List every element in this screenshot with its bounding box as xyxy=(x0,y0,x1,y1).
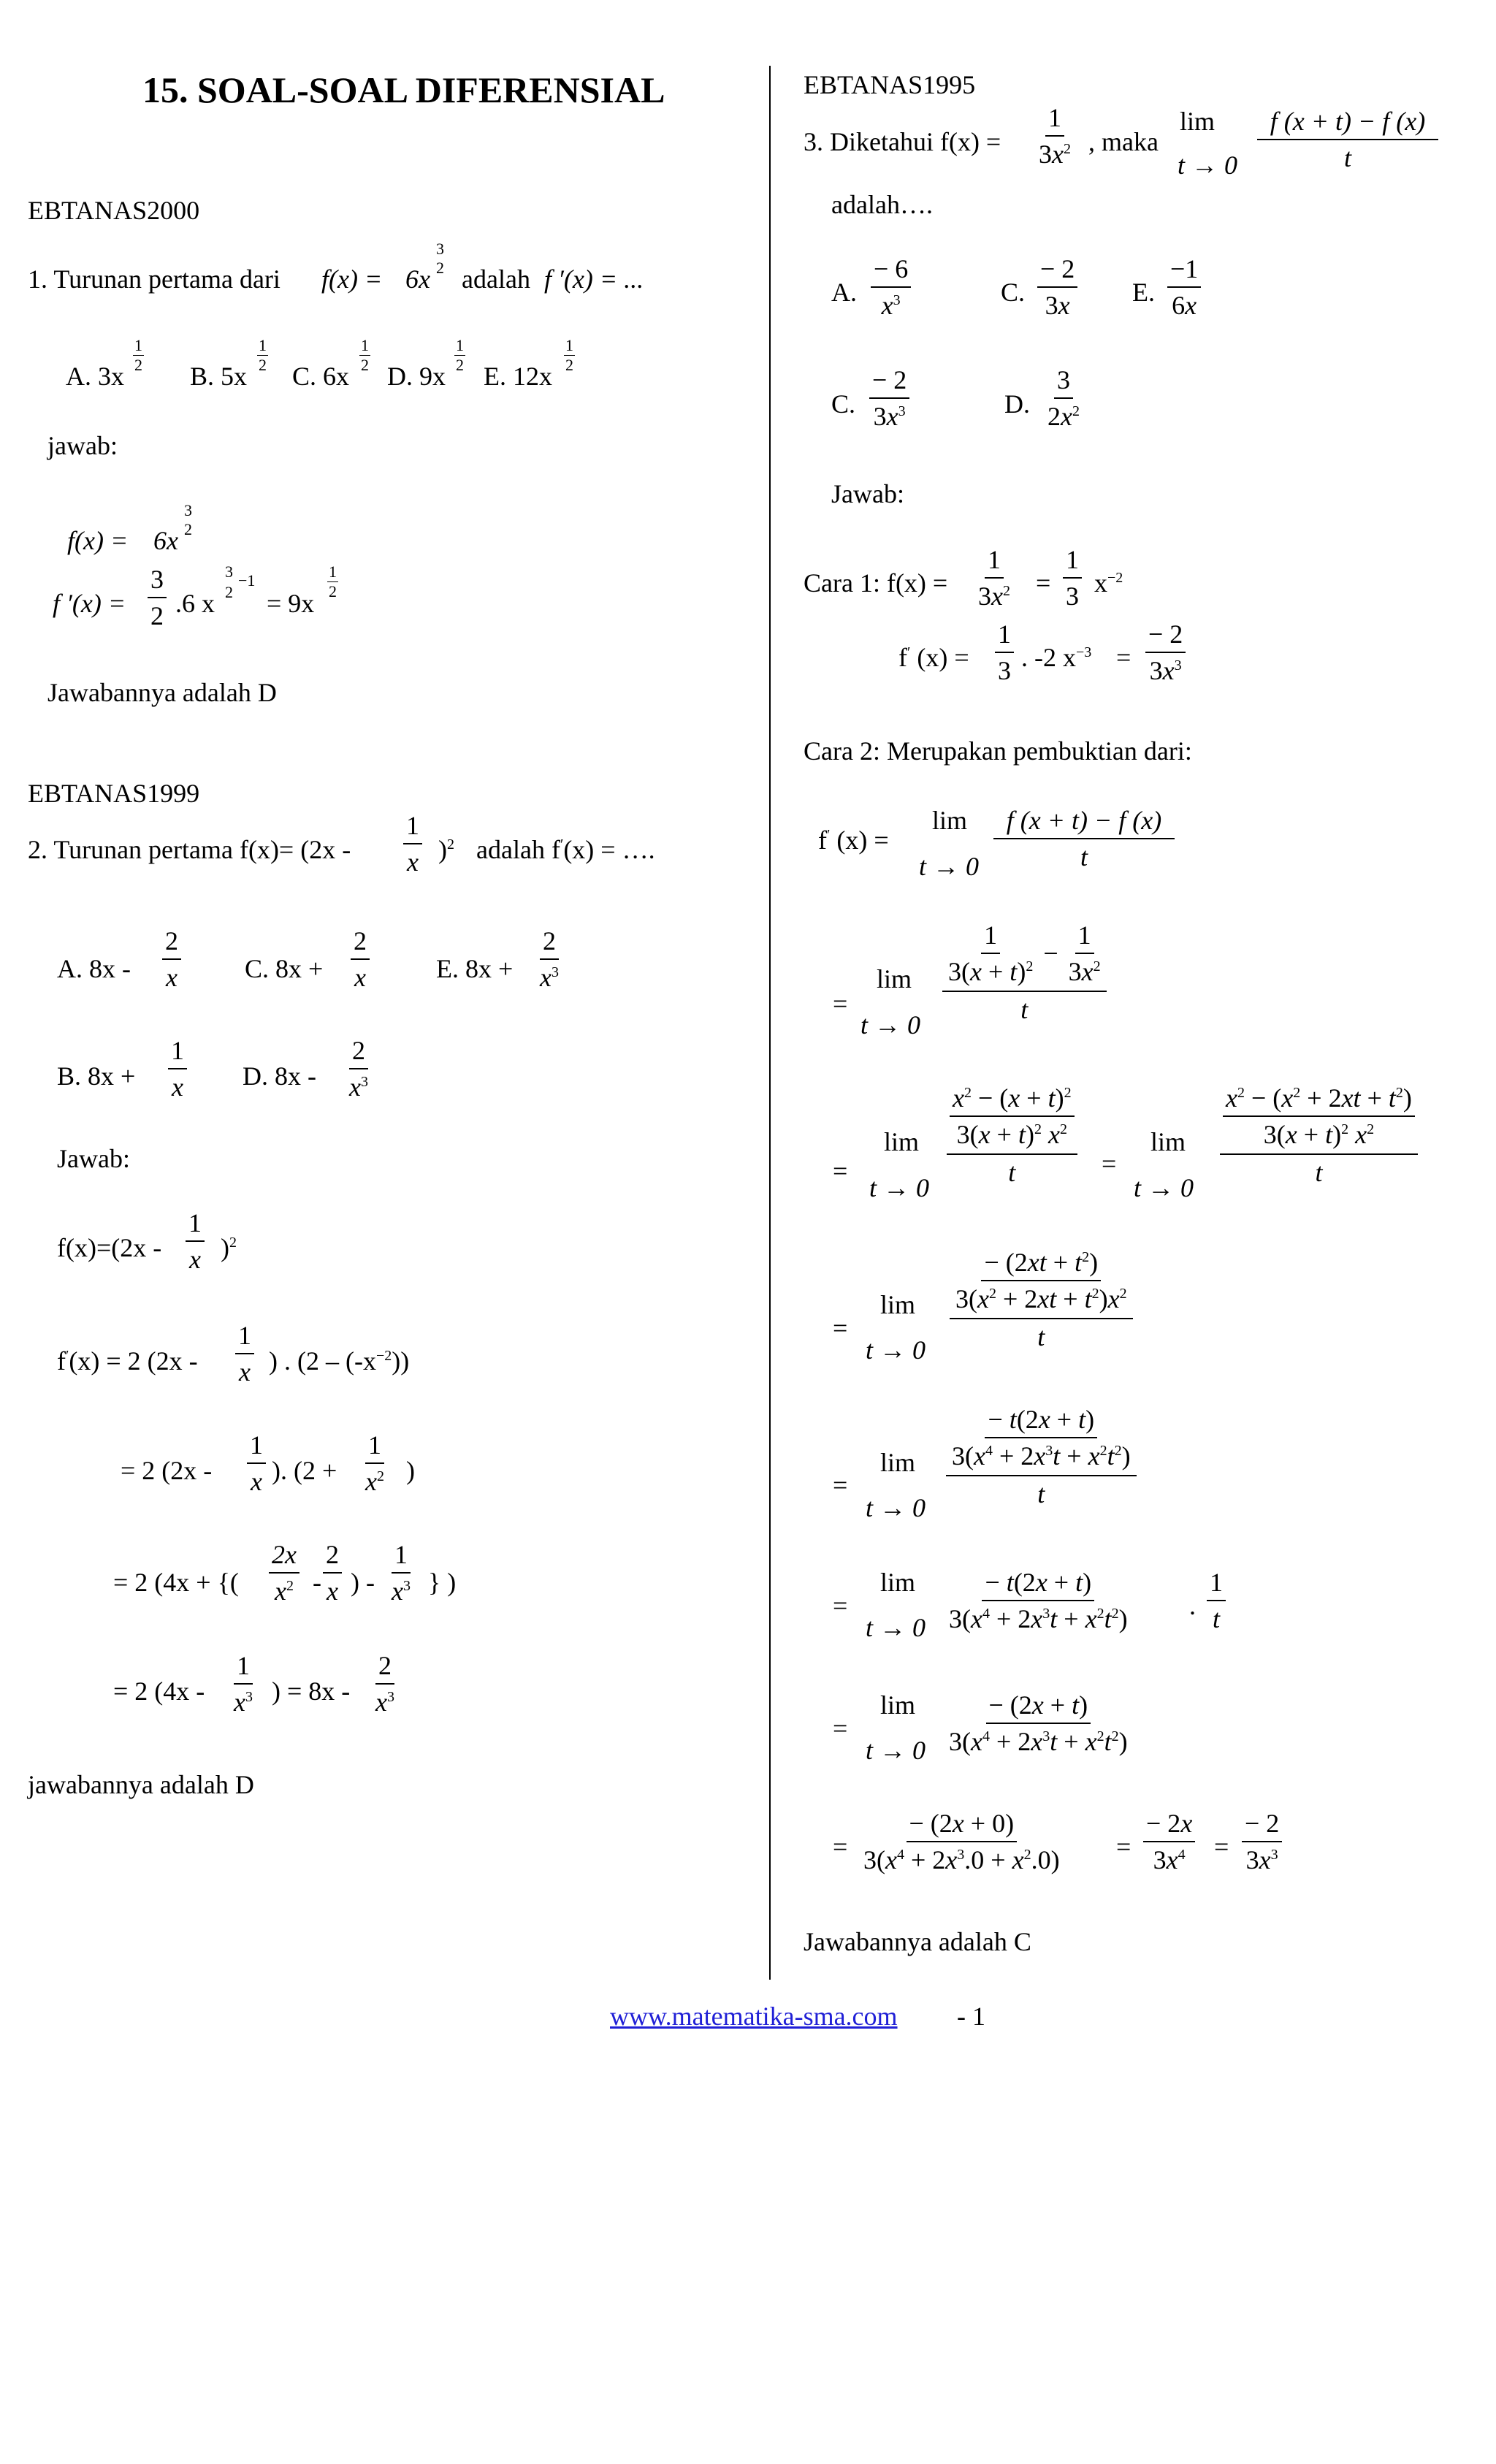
step4-lim-sub: t → 0 xyxy=(866,1493,926,1522)
q2-line5-a: = 2 (4x - xyxy=(113,1677,205,1706)
q1-answer-6x: 6x xyxy=(153,526,178,555)
q3-option-c2: C. xyxy=(831,389,856,419)
question-3-fx-frac: $\frac{1}{3x^2}$ xyxy=(1039,103,1071,169)
q2-option-e: E. 8x + xyxy=(436,954,514,983)
cara2-lim1: lim xyxy=(932,806,968,835)
q3-option-a: A. xyxy=(831,278,857,307)
step2-frac1: $x^2 - (x + t)^2$ $3(x + t)^2$ $x^2$ t xyxy=(947,1085,1077,1186)
q2-line3-frac1: $\frac{1}{x}$ xyxy=(247,1432,266,1495)
q2-line4-frac1: $\frac{2x}{x^2}$ xyxy=(269,1541,299,1604)
question-3-lim-sub: t → 0 xyxy=(1178,150,1238,180)
q2-line4-b: - xyxy=(313,1568,321,1597)
q1-option-d: D. 9x xyxy=(387,362,446,391)
step2-eq2: = xyxy=(1102,1149,1117,1178)
step7-frac2: $\frac{- 2x}{3x^4}$ xyxy=(1143,1810,1195,1873)
cara1-x: $x^{-2}$ xyxy=(1094,568,1123,598)
step5-frac: $\frac{- t(2x + t)}{3(x^4 + 2x^3t + x^2t^2)}$ xyxy=(949,1568,1128,1633)
q2-option-e-frac: $\frac{2}{x^3}$ xyxy=(540,926,559,992)
q2-line1-frac: $\frac{1}{x}$ xyxy=(186,1210,205,1273)
question-1-suffix: adalah xyxy=(462,264,530,294)
column-divider xyxy=(769,66,771,1980)
cara1-eq: = xyxy=(1036,568,1051,598)
q2-option-c-frac: $\frac{2}{x}$ xyxy=(351,928,370,991)
cara1-frac2: $\frac{1}{3}$ xyxy=(1063,546,1082,609)
cara2-fprime: f′ (x) = xyxy=(818,825,889,855)
cara1-frac1: $\frac{1}{3x^2}$ xyxy=(978,545,1010,611)
q1-option-b-exp: $\frac{1}{2}$ xyxy=(259,336,267,374)
q1-option-e: E. 12x xyxy=(484,362,552,391)
question-2-prefix: 2. Turunan pertama f(x)= (2x - xyxy=(28,835,351,864)
step6-frac: $\frac{- (2x + t)}{3(x^4 + 2x^3t + x^2t^2)}$ xyxy=(949,1690,1128,1756)
q3-option-c: C. xyxy=(1001,278,1026,307)
cara1-frac4: $\frac{- 2}{3x^3}$ xyxy=(1145,621,1186,684)
q3-option-e-frac: $\frac{-1}{6x}$ xyxy=(1167,256,1201,319)
q2-line4-frac3: $\frac{1}{x^3}$ xyxy=(392,1540,411,1606)
q1-option-a: A. 3x xyxy=(66,362,124,391)
q1-option-a-exp: $\frac{1}{2}$ xyxy=(134,336,142,374)
q1-answer-text: Jawabannya adalah D xyxy=(47,678,277,707)
q2-line2-frac: $\frac{1}{x}$ xyxy=(235,1322,254,1385)
q2-option-a: A. 8x - xyxy=(57,954,131,983)
q2-line4-d: } ) xyxy=(428,1568,457,1597)
question-3-lim: lim xyxy=(1180,107,1216,136)
step2-lim2: lim xyxy=(1150,1127,1186,1156)
q2-line4-frac2: $\frac{2}{x}$ xyxy=(323,1541,342,1604)
step2-lim: lim xyxy=(884,1127,920,1156)
q2-line5-b: ) = 8x - xyxy=(272,1677,351,1706)
q1-answer-exp-num: 3 xyxy=(225,562,233,581)
cara1-label: Cara 1: f(x) = xyxy=(804,568,948,598)
q2-line5-frac1: $\frac{1}{x^3}$ xyxy=(234,1651,253,1717)
cara2-lim1-sub: t → 0 xyxy=(919,852,980,881)
q3-option-a-frac: $\frac{- 6}{x^3}$ xyxy=(871,256,911,319)
section-header-ebtanas1995: EBTANAS1995 xyxy=(804,70,976,99)
step3-lim: lim xyxy=(880,1290,916,1319)
step3-frac: − $(2xt + t^2)$ $3(x^2 + 2xt + t^2)x^2$ t xyxy=(950,1249,1133,1350)
footer-link[interactable]: www.matematika-sma.com xyxy=(610,2002,898,2031)
q3-option-c-frac: $\frac{- 2}{3x}$ xyxy=(1037,256,1077,319)
step7-eq: = xyxy=(833,1832,848,1861)
q1-answer-exp: 3 2 xyxy=(184,501,192,538)
q1-option-d-exp: $\frac{1}{2}$ xyxy=(456,336,464,374)
cara1-frac3: $\frac{1}{3}$ xyxy=(995,621,1014,684)
q1-answer-exp-tail: −1 xyxy=(238,571,256,590)
q2-line3-frac2: $\frac{1}{x^2}$ xyxy=(365,1430,384,1496)
step3-eq: = xyxy=(833,1313,848,1343)
step4-frac: − t(2x + t) $3(x^4 + 2x^3t + x^2t^2)$ t xyxy=(946,1406,1137,1507)
q2-line3-c: ) xyxy=(406,1456,415,1485)
q3-option-d: D. xyxy=(1004,389,1030,419)
q2-line2-c: ) . $(2 - (-x^{-2}))$ xyxy=(269,1346,410,1376)
step6-lim-sub: t → 0 xyxy=(866,1736,926,1765)
q3-answer-text: Jawabannya adalah C xyxy=(804,1927,1031,1956)
step7-frac3: $\frac{- 2}{3x^3}$ xyxy=(1242,1810,1282,1873)
step7-frac1: $\frac{- (2x + 0)}{3(x^4 + 2x^3.0 + x^2.0)}$ xyxy=(863,1809,1060,1874)
question-1-fprime: f ′(x) = ... xyxy=(544,264,644,294)
q1-answer-fraction: $\frac{3}{2}$ xyxy=(148,566,167,629)
q3-option-d-frac: $\frac{3}{2x^2}$ xyxy=(1047,365,1080,431)
step1-lim: lim xyxy=(877,964,912,993)
cara2-def-frac: $\frac{f (x + t) - f (x)}{t}$ xyxy=(993,807,1175,870)
step5-frac2: $\frac{1}{t}$ xyxy=(1207,1569,1226,1632)
q1-answer-result: = 9x xyxy=(267,589,315,618)
q2-line1-b: )$^2$ xyxy=(221,1233,237,1262)
q1-option-c: C. 6x xyxy=(292,362,350,391)
step5-eq: = xyxy=(833,1591,848,1620)
q3-option-c2-frac: $\frac{- 2}{3x^3}$ xyxy=(869,367,909,430)
step1-eq: = xyxy=(833,989,848,1018)
q1-option-b: B. 5x xyxy=(190,362,248,391)
step1-lim-sub: t → 0 xyxy=(860,1010,921,1040)
q2-line5-frac2: $\frac{2}{x^3}$ xyxy=(375,1651,394,1717)
q2-option-d: D. 8x - xyxy=(243,1061,316,1091)
q2-option-a-frac: $\frac{2}{x}$ xyxy=(162,928,181,991)
q2-line3-a: = 2 (2x - xyxy=(121,1456,213,1485)
question-3-prefix: 3. Diketahui f(x) = xyxy=(804,127,1001,156)
step2-eq: = xyxy=(833,1156,848,1186)
q1-answer-fprime: f ′(x) = xyxy=(53,589,126,618)
q2-option-d-frac: $\frac{2}{x^3}$ xyxy=(349,1036,368,1102)
q2-option-b: B. 8x + xyxy=(57,1061,136,1091)
question-1-exponent: 3 2 xyxy=(436,240,444,277)
step4-eq: = xyxy=(833,1471,848,1500)
q2-line3-b: ). (2 + xyxy=(272,1456,337,1485)
question-3-maka: , maka xyxy=(1088,127,1159,156)
step3-lim-sub: t → 0 xyxy=(866,1335,926,1365)
q1-jawab: jawab: xyxy=(47,431,118,460)
q3-jawab: Jawab: xyxy=(831,479,904,508)
q2-line2-a: f′(x) = 2 (2x - xyxy=(57,1346,198,1376)
question-1-6x: 6x xyxy=(405,264,430,294)
step2-lim-sub: t → 0 xyxy=(869,1173,930,1202)
q3-option-e: E. xyxy=(1132,278,1155,307)
cara1-mid: . -2 $x^{-3}$ xyxy=(1021,643,1092,672)
q1-answer-mid: .6 x xyxy=(175,589,215,618)
step6-eq: = xyxy=(833,1714,848,1743)
step7-eq2: = xyxy=(1116,1832,1131,1861)
step2-frac2: $x^2 - (x^2 + 2xt + t^2)$ $3(x + t)^2$ $x^2$ t xyxy=(1220,1085,1418,1186)
section-header-ebtanas2000: EBTANAS2000 xyxy=(28,196,200,225)
step5-lim: lim xyxy=(880,1568,916,1597)
page-title: 15. SOAL-SOAL DIFERENSIAL xyxy=(142,69,665,110)
q2-option-c: C. 8x + xyxy=(245,954,324,983)
question-3-adalah: adalah…. xyxy=(831,190,933,219)
q2-line4-a: = 2 (4x + {( xyxy=(113,1568,239,1597)
question-1-fx: f(x) = xyxy=(321,264,383,294)
cara1-fprime: f′ (x) = xyxy=(898,643,969,672)
step5-dot: . xyxy=(1189,1591,1196,1620)
step4-lim: lim xyxy=(880,1448,916,1477)
q2-option-b-frac: $\frac{1}{x}$ xyxy=(168,1037,187,1100)
cara2-label: Cara 2: Merupakan pembuktian dari: xyxy=(804,736,1192,766)
section-header-ebtanas1999: EBTANAS1999 xyxy=(28,779,200,808)
question-3-lim-frac: $\frac{f (x + t) - f (x)}{t}$ xyxy=(1256,108,1439,171)
step2-lim2-sub: t → 0 xyxy=(1134,1173,1194,1202)
q2-line4-c: ) - xyxy=(351,1568,375,1597)
q1-answer-fx: f(x) = xyxy=(67,526,129,555)
step1-frac: $\frac{1}{3(x + t)^2}$ − $\frac{1}{3x^2}$ t xyxy=(942,922,1107,1023)
q1-option-e-exp: $\frac{1}{2}$ xyxy=(565,336,573,374)
question-2-fraction: $\frac{1}{x}$ xyxy=(403,812,422,875)
cara1-eq2: = xyxy=(1116,643,1131,672)
q2-jawab: Jawab: xyxy=(57,1144,130,1173)
question-1-prefix: 1. Turunan pertama dari xyxy=(28,264,280,294)
q2-line1-a: f(x)=(2x - xyxy=(57,1233,162,1262)
step7-eq3: = xyxy=(1214,1832,1229,1861)
page-number: - 1 xyxy=(957,2002,985,2031)
q1-answer-exp-den: 2 xyxy=(225,583,233,601)
step5-lim-sub: t → 0 xyxy=(866,1613,926,1642)
q2-answer-text: jawabannya adalah D xyxy=(28,1770,254,1799)
q1-answer-result-exp: $\frac{1}{2}$ xyxy=(329,562,337,600)
step6-lim: lim xyxy=(880,1690,916,1720)
question-2-suffix: adalah f′(x) = …. xyxy=(476,835,655,864)
q1-option-c-exp: $\frac{1}{2}$ xyxy=(361,336,369,374)
question-2-close: )$^2$ xyxy=(438,835,454,864)
